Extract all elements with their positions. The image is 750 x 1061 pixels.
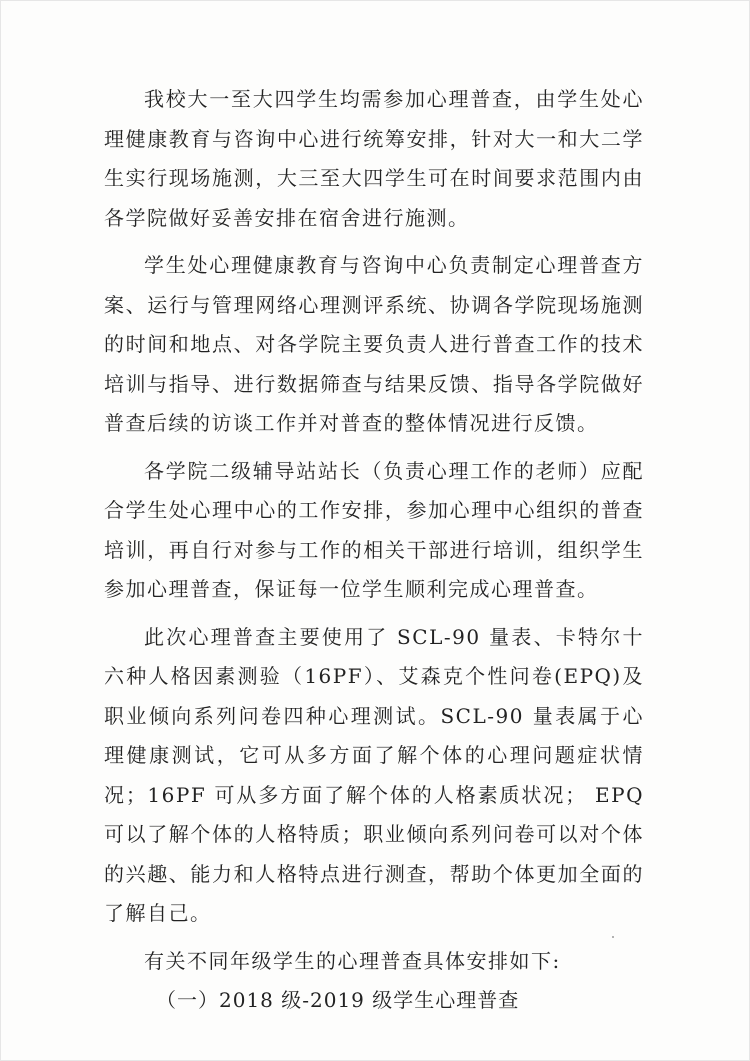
paragraph-college-station-duties: 各学院二级辅导站站长（负责心理工作的老师）应配合学生处心理中心的工作安排，参加心理中心组织的普查培训，再自行对参与工作的相关干部进行培训，组织学生参加心理普查，保证每一位学生顺利完成心理普查。 (104, 458, 644, 601)
paragraph-test-instruments: 此次心理普查主要使用了 SCL-90 量表、卡特尔十六种人格因素测验（16PF）、艾森克个性问卷(EPQ)及职业倾向系列问卷四种心理测试。SCL-90 量表属于心理健康测试，它可从多方面了解个体的心理问题症状情况；16PF 可从多方面了解个体的人格素质状况； EPQ 可以了解个体的人格特质；职业倾向系列问卷可以对个体的兴趣、能力和人格特点进行测查，帮助个体更加全面的了解自己。 (104, 624, 644, 925)
document-body (104, 80, 644, 1021)
scan-speck (612, 936, 614, 938)
schedule-intro-line: 有关不同年级学生的心理普查具体安排如下: (144, 948, 561, 973)
paragraph-overview: 我校大一至大四学生均需参加心理普查，由学生处心理健康教育与咨询中心进行统筹安排，针对大一和大二学生实行现场施测，大三至大四学生可在时间要求范围内由各学院做好妥善安排在宿舍进行施测。 (104, 87, 644, 230)
paragraph-counseling-center-duties: 学生处心理健康教育与咨询中心负责制定心理普查方案、运行与管理网络心理测评系统、协调各学院现场施测的时间和地点、对各学院主要负责人进行普查工作的技术培训与指导、进行数据筛查与结果反馈、指导各学院做好普查后续的访谈工作并对普查的整体情况进行反馈。 (104, 253, 644, 435)
section-heading: （一）2018 级-2019 级学生心理普查 (156, 988, 520, 1012)
